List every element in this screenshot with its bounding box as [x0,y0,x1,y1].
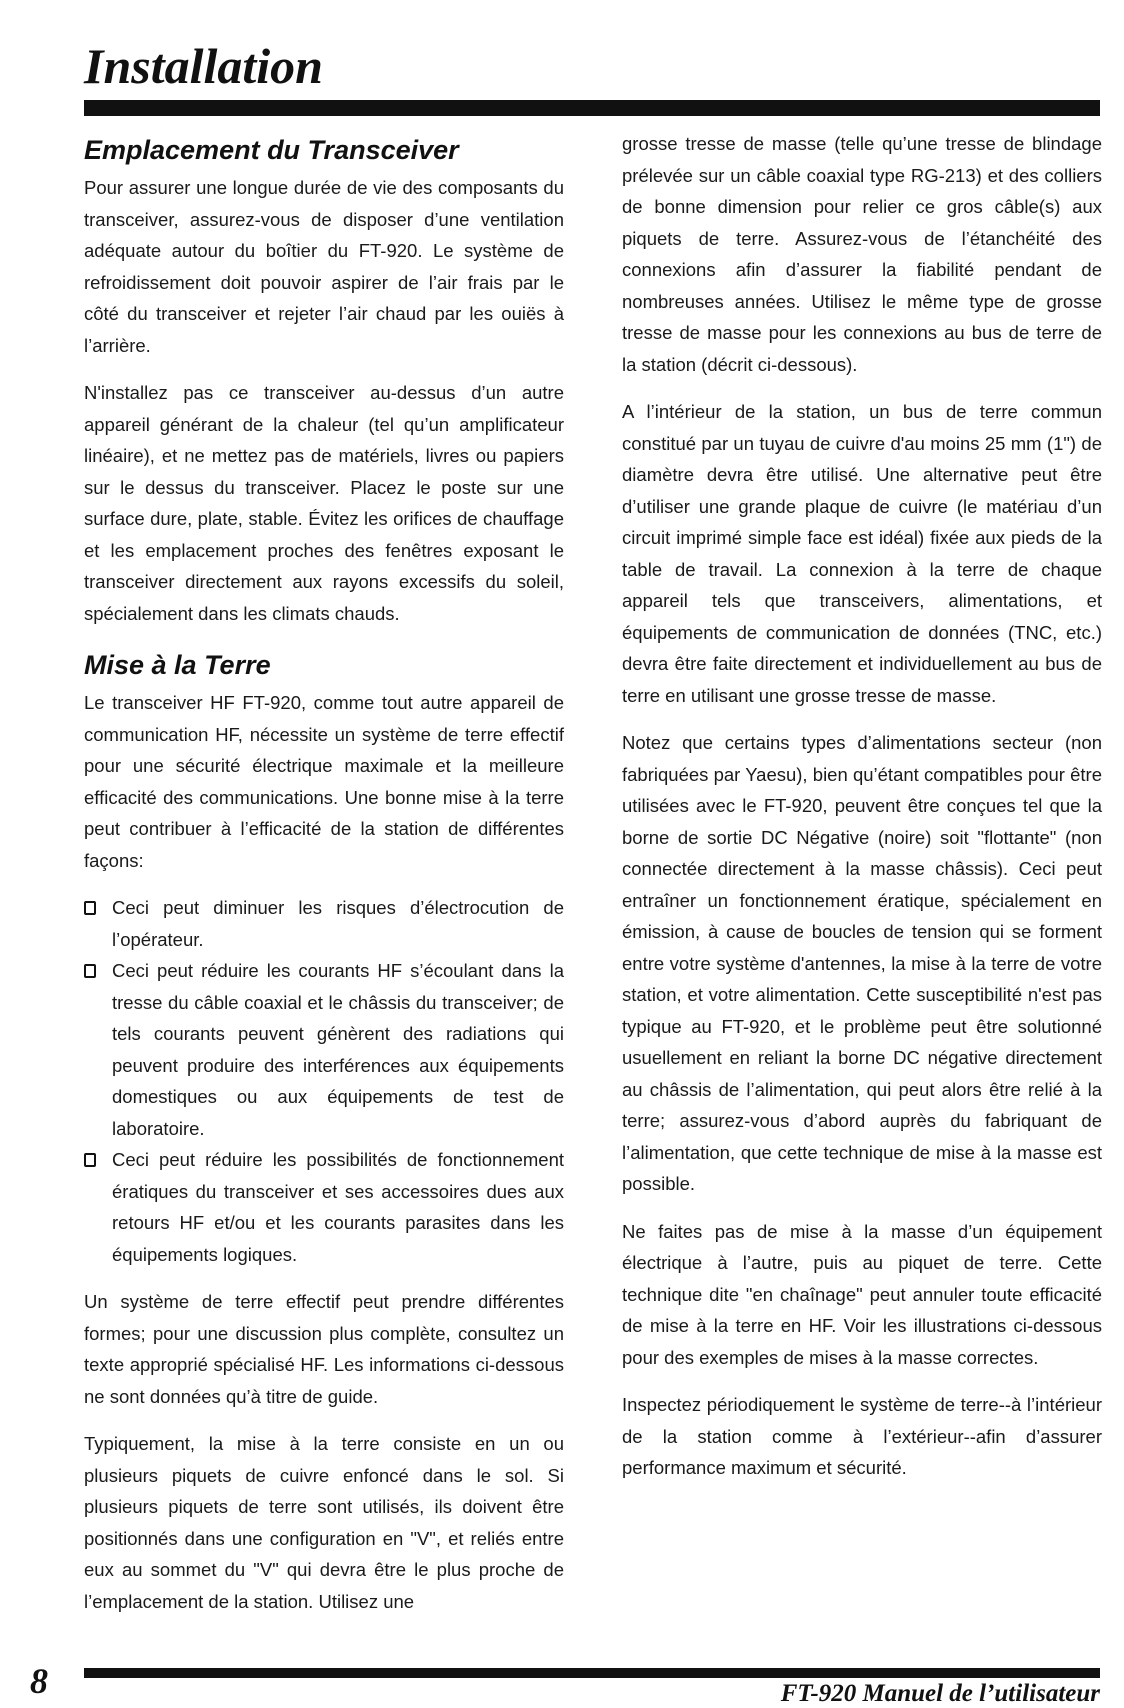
list-item [84,892,564,955]
right-column [622,128,1102,1500]
paragraph-grounding-forms: Un système de terre effectif peut prendre différentes formes; pour une discussion plus complète, consultez un texte approprié spécialisé HF. Les informations ci-dessous ne sont données qu’à titre de guide. [84,1291,564,1407]
left-column [84,128,564,1633]
paragraph-power-supply: Notez que certains types d’alimentations secteur (non fabriquées par Yaesu), bien qu’étant compatibles pour être utilisées avec le FT-920, peuvent être conçues tel que la borne de sortie DC Négative (noire) soit "flottante" (non connectée directement à la masse châssis). Ceci peut entraîner un fonctionnement ératique, spécialement en émission, à cause de boucles de tension qui se forment entre votre système d'antennes, la mise à la terre de votre station, et votre alimentation. Cette susceptibilité n'est pas typique au FT-920, et le problème peut être solutionné usuellement en reliant la borne DC négative directement au châssis de l’alimentation, qui peut alors être relié à la terre; assurez-vous d’abord auprès du fabriquant de l’alimentation, que cette technique de mise à la masse est possible. [622,732,1102,1194]
section-heading-emplacement: Emplacement du Transceiver [84,135,459,165]
page-title: Installation [84,38,323,94]
bottom-rule [84,1668,1100,1678]
list-item [84,1144,564,1270]
checkbox-icon [84,901,96,915]
paragraph-ground-strap: grosse tresse de masse (telle qu’une tresse de blindage prélevée sur un câble coaxial type RG-213) et des colliers de bonne dimension pour relier ce gros câble(s) aux piquets de terre. Assurez-vous de l’étanchéité des connexions afin d’assurer la fiabilité pendant de nombreuses années. Utilisez le même type de grosse tresse de masse pour les connexions au bus de terre de la station (décrit ci-dessous). [622,133,1102,375]
paragraph-ground-bus: A l’intérieur de la station, un bus de terre commun constitué par un tuyau de cuivre d'au moins 25 mm (1") de diamètre devra être utilisé. Une alternative peut être d’utiliser une grande plaque de cuivre (le matériau d’un circuit imprimé simple face est idéal) fixée aux pieds de la table de travail. La connexion à la terre de chaque appareil tels que transceivers, alimentations, et équipements de communication de données (TNC, etc.) devra être faite directement et individuellement au bus de terre en utilisant une grosse tresse de masse. [622,401,1102,706]
paragraph-placement: N'installez pas ce transceiver au-dessus d’un autre appareil générant de la chaleur (tel qu’un amplificateur linéaire), et ne mettez pas de matériels, livres ou papiers sur le dessus du transceiver. Placez le poste sur une surface dure, plate, stable. Évitez les orifices de chauffage et les emplacement proches des fenêtres exposant le transceiver directement aux rayons excessifs du soleil, spécialement dans les climats chauds. [84,382,564,624]
list-item [84,955,564,1144]
list-item-text: Ceci peut réduire les courants HF s’écoulant dans la tresse du câble coaxial et le châssis du transceiver; de tels courants peuvent génèrent des radiations qui peuvent produire des interférences aux équipements domestiques ou aux équipements de test de laboratoire. [112,960,564,1139]
paragraph-daisy-chain: Ne faites pas de mise à la masse d’un équipement électrique à l’autre, puis au piquet de terre. Cette technique dite "en chaînage" peut annuler toute efficacité de mise à la terre en HF. Voir les illustrations ci-dessous pour des exemples de mises à la masse correctes. [622,1220,1102,1368]
checkbox-icon [84,1153,96,1167]
page-number: 8 [30,1661,48,1701]
list-item-text: Ceci peut diminuer les risques d’électrocution de l’opérateur. [112,897,564,950]
paragraph-inspection: Inspectez périodiquement le système de terre--à l’intérieur de la station comme à l’extérieur--afin d’assurer performance maximum et sécurité. [622,1394,1102,1478]
section-heading-mise-a-la-terre: Mise à la Terre [84,650,271,680]
manual-title: FT-920 Manuel de l’utilisateur [780,1680,1100,1707]
list-item-text: Ceci peut réduire les possibilités de fonctionnement ératiques du transceiver et ses accessoires dues aux retours HF et/ou et les courants parasites dans les équipements logiques. [112,1149,564,1265]
checkbox-icon [84,964,96,978]
benefits-list [84,892,564,1270]
paragraph-ventilation: Pour assurer une longue durée de vie des composants du transceiver, assurez-vous de disposer d’une ventilation adéquate autour du boîtier du FT-920. Le système de refroidissement doit pouvoir aspirer de l’air frais par le côté du transceiver et rejeter l’air chaud par les ouiës à l’arrière. [84,177,564,356]
paragraph-grounding-intro: Le transceiver HF FT-920, comme tout autre appareil de communication HF, nécessite un système de terre effectif pour une sécurité électrique maximale et la meilleure efficacité des communications. Une bonne mise à la terre peut contribuer à l’efficacité de la station de différentes façons: [84,692,564,871]
top-rule [84,100,1100,116]
paragraph-ground-rods: Typiquement, la mise à la terre consiste en un ou plusieurs piquets de cuivre enfoncé dans le sol. Si plusieurs piquets de terre sont utilisés, ils doivent être positionnés dans une configuration en "V", et reliés entre eux au sommet du "V" qui devra être le plus proche de l’emplacement de la station. Utilisez une [84,1433,564,1612]
